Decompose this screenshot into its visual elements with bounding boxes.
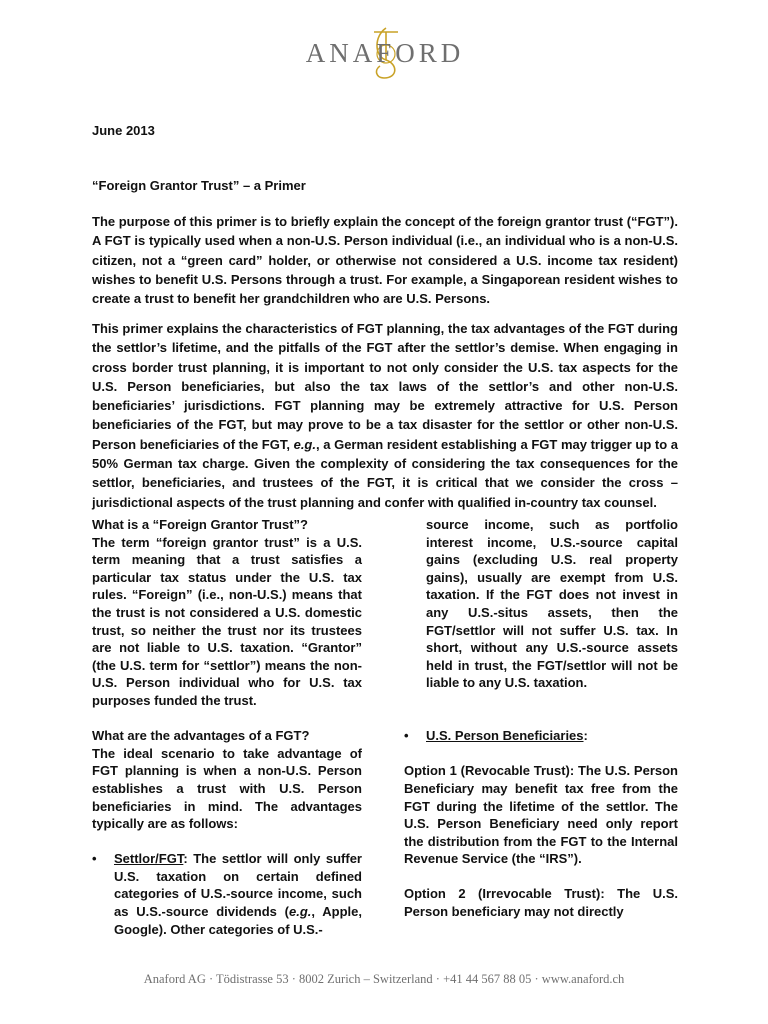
section-body-what-is-fgt: The term “foreign grantor trust” is a U.S. term meaning that a trust satisfies a particular tax status under the U.S. tax rules. “Foreign” (i.e., non-U.S.) means that the trust is not considered a U.S. domestic trust, so neither the trust nor its trustees are not liable to U.S. taxation. “Grantor” (the U.S. term for “settlor”) means the non-U.S. Person individual who for U.S. tax purposes funded the trust. — [92, 534, 362, 708]
section-heading-advantages: What are the advantages of a FGT? — [92, 728, 310, 744]
bullet-beneficiaries-label: U.S. Person Beneficiaries: — [426, 728, 588, 744]
section-heading-what-is-fgt: What is a “Foreign Grantor Trust”? — [92, 517, 308, 532]
document-title: “Foreign Grantor Trust” – a Primer — [92, 178, 306, 193]
right-column — [404, 516, 678, 921]
bullet-settlor-fgt — [92, 850, 362, 938]
section-body-advantages: The ideal scenario to take advantage of FGT planning is when a non-U.S. Person establishes a trust with U.S. Person beneficiaries in mind. The advantages typically are as follows: — [92, 745, 362, 832]
option-2-paragraph: Option 2 (Irrevocable Trust): The U.S. Person beneficiary may not directly — [404, 886, 678, 920]
left-column — [92, 516, 362, 938]
settlor-continuation-text: source income, such as portfolio interest income, U.S.-source capital gains (excluding U.S. real property gains), usually are exempt from U.S. taxation. If the FGT does not invest in any U.S.-situs assets, then the FGT/settlor will not suffer U.S. tax. In short, without any U.S.-source assets held in trust, the FGT/settlor will not be liable to any U.S. taxation. — [426, 517, 678, 691]
company-logo — [300, 18, 470, 86]
bullet-icon: • — [92, 851, 97, 867]
bullet-continuation — [404, 516, 678, 692]
bullet-us-person-beneficiaries — [404, 727, 678, 745]
page-footer: Anaford AG · Tödistrasse 53 · 8002 Zurich – Switzerland · +41 44 567 88 05 · www.anaford.ch — [143, 972, 625, 986]
logo-wordmark: ANAFORD — [305, 38, 465, 68]
bullet-icon: • — [404, 728, 409, 744]
bullet-settlor-text: Settlor/FGT: The settlor will only suffer U.S. taxation on certain defined categories of U.S.-source income, such as U.S.-source dividends (e.g., Apple, Google). Other categories of U.S.- — [114, 851, 362, 937]
planning-paragraph: This primer explains the characteristics of FGT planning, the tax advantages of the FGT during the settlor’s lifetime, and the pitfalls of the FGT after the settlor’s demise. When engaging in cross border trust planning, it is important to not only consider the U.S. tax aspects for the U.S. Person beneficiaries, but also the tax laws of the settlor’s and other non-U.S. beneficiaries’ jurisdictions. FGT planning may be extremely attractive for U.S. Person beneficiaries of the FGT, but may prove to be a tax disaster for the settlor or other non-U.S. Person beneficiaries of the FGT, e.g., a German resident establishing a FGT may trigger up to a 50% German tax charge. Given the complexity of considering the tax consequences for the settlor, beneficiaries, and trustees of the FGT, it is critical that we consider the cross – jurisdictional aspects of the trust planning and confer with qualified in-country tax counsel. — [92, 321, 678, 510]
eg-italic: e.g. — [293, 436, 316, 452]
document-date: June 2013 — [92, 123, 155, 138]
intro-paragraph: The purpose of this primer is to briefly explain the concept of the foreign grantor trust (“FGT”). A FGT is typically used when a non-U.S. Person individual (i.e., an individual who is a non-U.S. citizen, not a “green card” holder, or otherwise not considered a U.S. income tax resident) wishes to benefit U.S. Persons through a trust. For example, a Singaporean resident wishes to create a trust to benefit her grandchildren who are U.S. Persons. — [92, 214, 678, 307]
option-1-paragraph: Option 1 (Revocable Trust): The U.S. Person Beneficiary may benefit tax free from the FGT during the lifetime of the settlor. The U.S. Person Beneficiary need only report the distribution from the FGT to the Internal Revenue Service (the “IRS”). — [404, 763, 678, 867]
